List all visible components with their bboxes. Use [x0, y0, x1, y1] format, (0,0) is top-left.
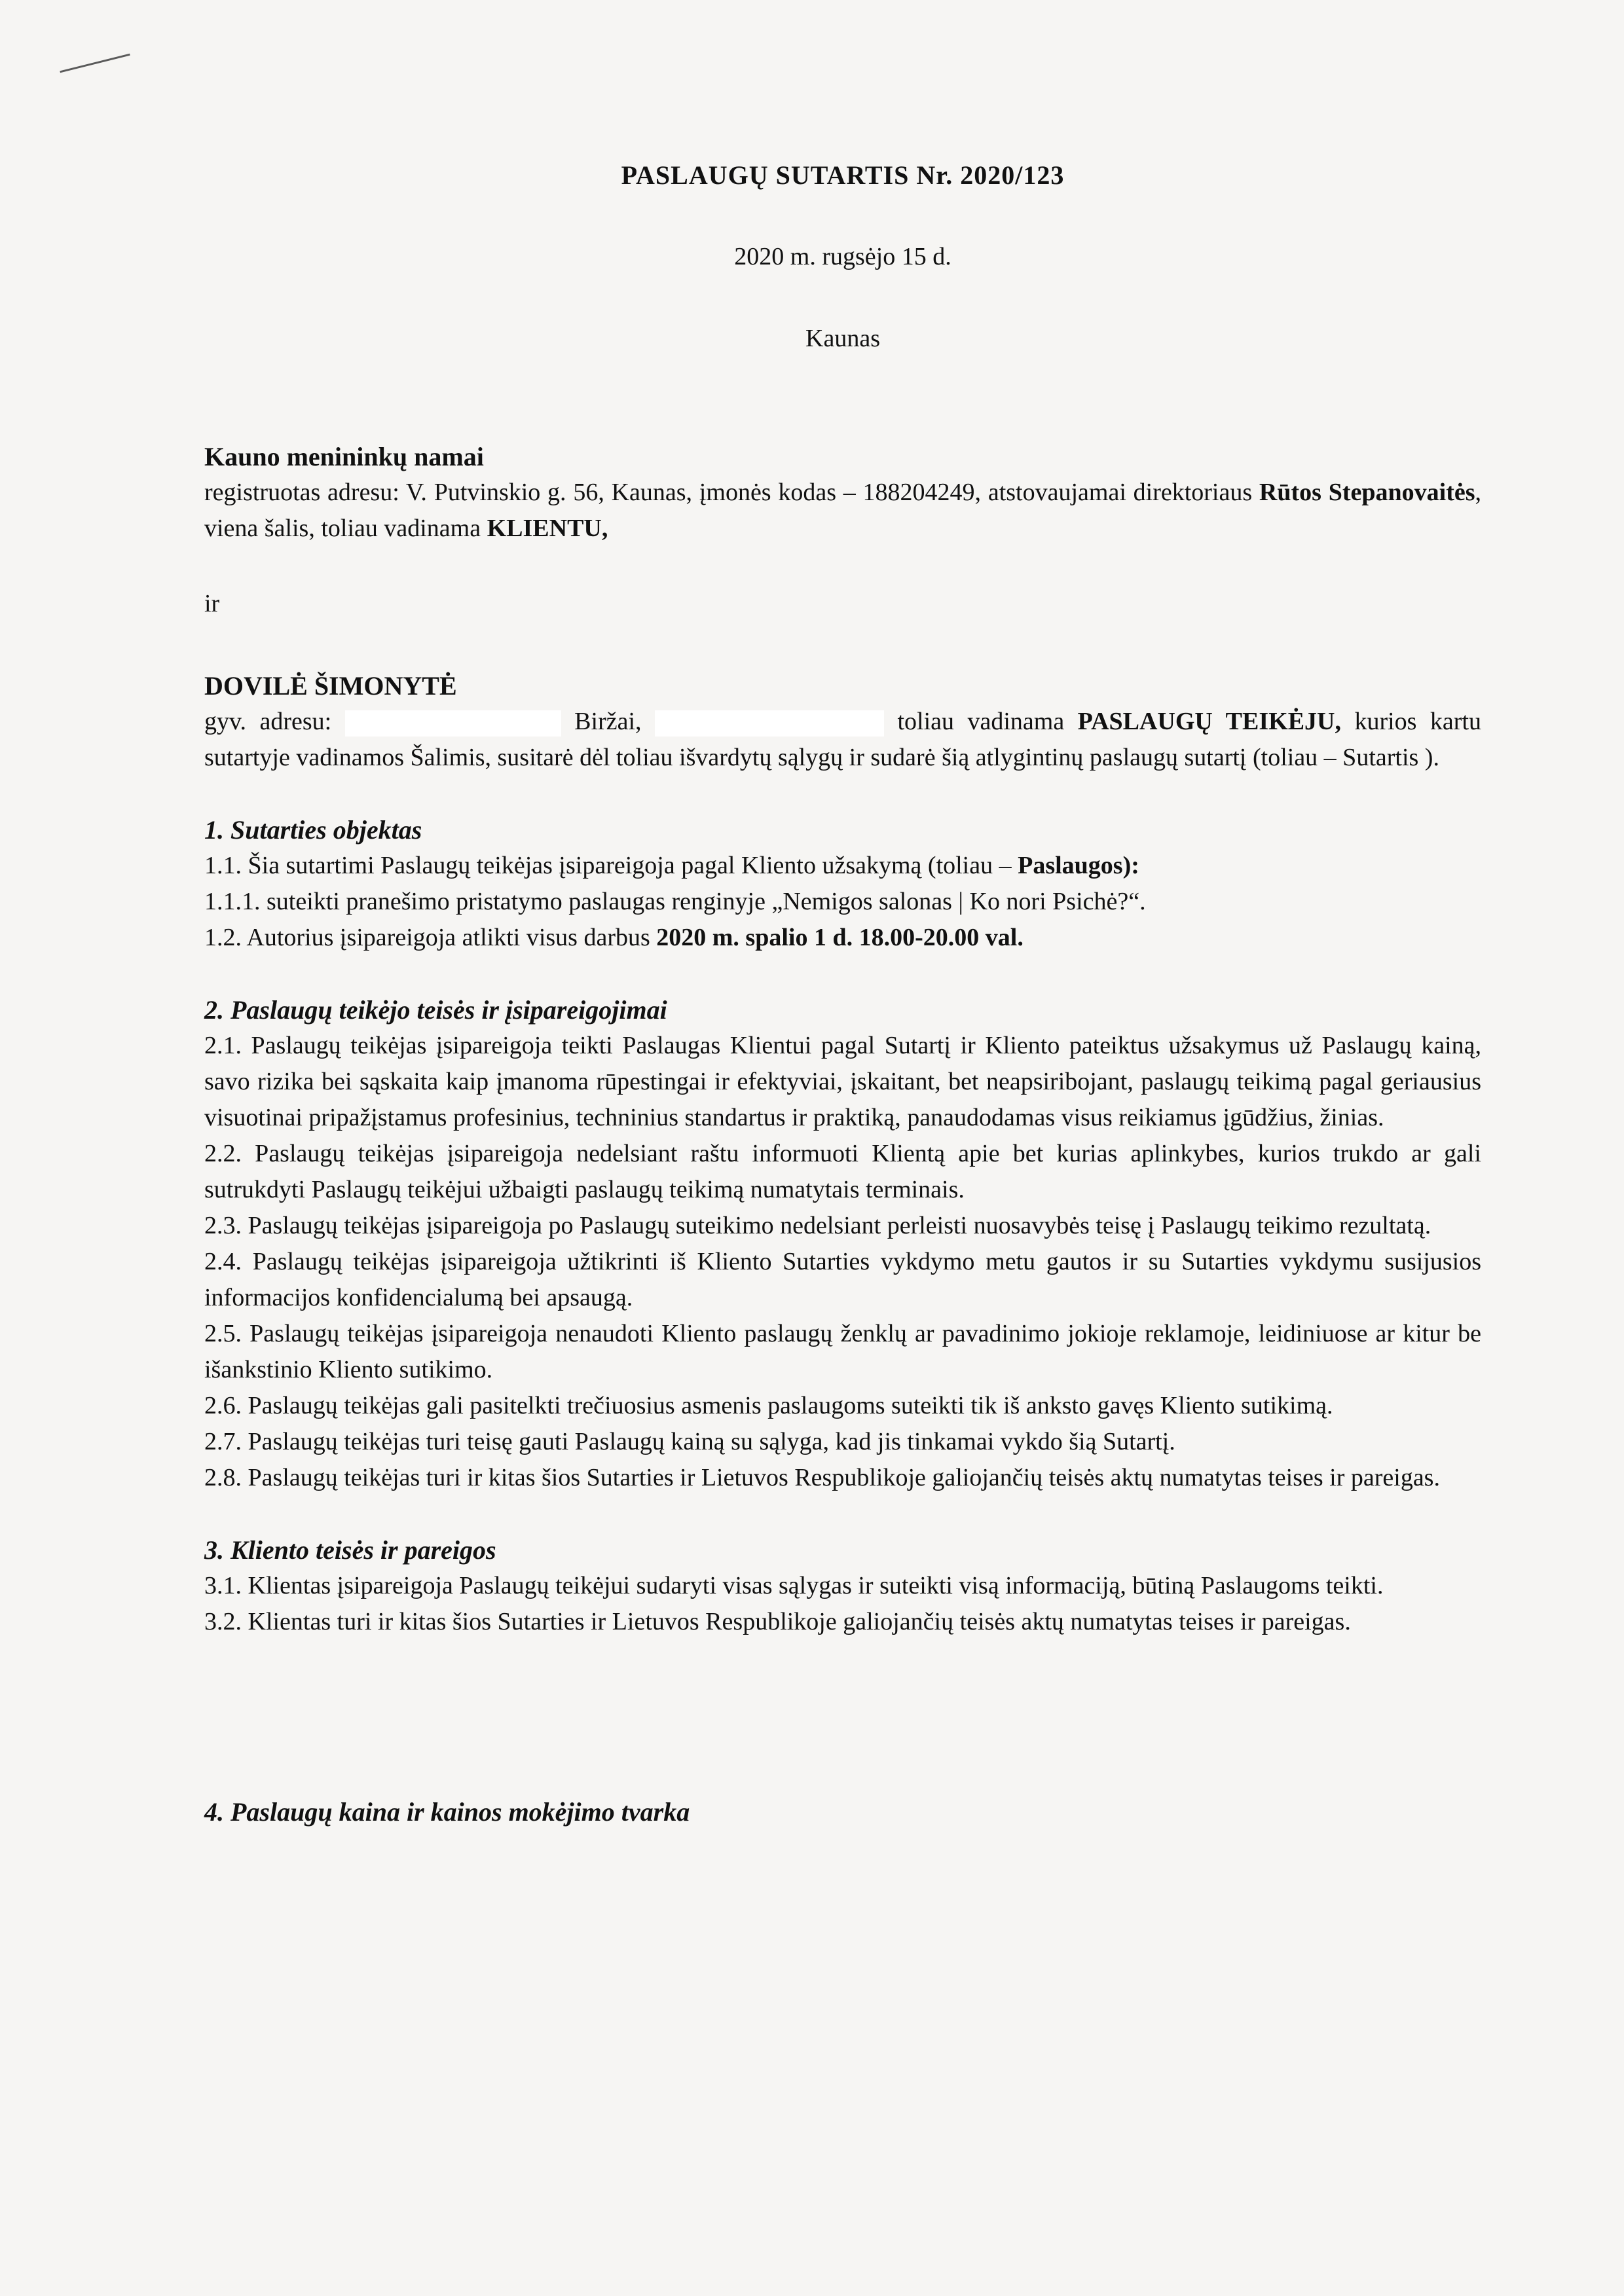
clause-1-1-1: 1.1.1. suteikti pranešimo pristatymo paslaugas renginyje „Nemigos salonas | Ko nori Psichė?“. [204, 888, 1146, 915]
party2-details [204, 704, 1481, 776]
party1-role: KLIENTU, [487, 515, 608, 542]
clause-1-1-text: 1.1. Šia sutartimi Paslaugų teikėjas įsipareigoja pagal Kliento užsakymą (toliau – [204, 852, 1018, 879]
clause-3-2: 3.2. Klientas turi ir kitas šios Sutarties ir Lietuvos Respublikoje galiojančių teisės aktų numatytas teises ir pareigas. [204, 1608, 1351, 1635]
scan-mark [60, 54, 130, 73]
contract-body [204, 144, 1481, 1830]
contract-title: PASLAUGŲ SUTARTIS Nr. 2020/123 [621, 160, 1065, 190]
clause-2-3: 2.3. Paslaugų teikėjas įsipareigoja po Paslaugų suteikimo nedelsiant perleisti nuosavybės teisę į Paslaugų teikimo rezultatą. [204, 1212, 1431, 1239]
clause-2-6: 2.6. Paslaugų teikėjas gali pasitelkti trečiuosius asmenis paslaugoms suteikti tik iš anksto gavęs Kliento sutikimą. [204, 1392, 1333, 1419]
clause-1-1 [204, 848, 1481, 884]
party2-name: DOVILĖ ŠIMONYTĖ [204, 671, 457, 701]
party1-director: Rūtos Stepanovaitės [1259, 479, 1475, 506]
clause-2-1: 2.1. Paslaugų teikėjas įsipareigoja teikti Paslaugas Klientui pagal Sutartį ir Kliento pateiktus užsakymus už Paslaugų kainą, savo rizika bei sąskaita kaip įmanoma rūpestingai ir efektyviai, įskaitant, bet neapsiribojant, paslaugų teikimą pagal geriausius visuotinai pripažįstamus profesinius, techninius standartus ir praktiką, panaudodamas visus reikiamus įgūdžius, žinias. [204, 1032, 1481, 1131]
clause-2-8: 2.8. Paslaugų teikėjas turi ir kitas šios Sutarties ir Lietuvos Respublikoje galiojančių teisės aktų numatytas teises ir pareigas. [204, 1464, 1440, 1491]
party2-role: PASLAUGŲ TEIKĖJU, [1077, 708, 1341, 735]
clause-1-2-text: 1.2. Autorius įsipareigoja atlikti visus darbus [204, 924, 657, 951]
conjunction: ir [204, 590, 220, 617]
section-3-title: 3. Kliento teisės ir pareigos [204, 1535, 496, 1565]
clause-1-2-bold: 2020 m. spalio 1 d. 18.00-20.00 val. [656, 924, 1024, 951]
clause-2-4: 2.4. Paslaugų teikėjas įsipareigoja užtikrinti iš Kliento Sutarties vykdymo metu gautos ir su Sutarties vykdymu susijusios informacijos konfidencialumą bei apsaugą. [204, 1248, 1481, 1311]
party1-details-text: registruotas adresu: V. Putvinskio g. 56, Kaunas, įmonės kodas – 188204249, atstovaujamai direktoriaus [204, 479, 1259, 506]
redaction-box [345, 710, 561, 737]
party1-details-mid: , viena šalis, toliau vadinama [204, 479, 1481, 542]
contract-date: 2020 m. rugsėjo 15 d. [734, 243, 951, 270]
contract-city: Kaunas [805, 325, 880, 352]
section-1-title: 1. Sutarties objektas [204, 815, 422, 845]
party2-address-post: toliau vadinama [897, 708, 1065, 735]
party2-address-city: Biržai, [574, 708, 642, 735]
redaction-box [655, 710, 884, 737]
section-2-title: 2. Paslaugų teikėjo teisės ir įsipareigojimai [204, 995, 667, 1025]
party1-details [204, 475, 1481, 547]
clause-1-2 [204, 920, 1481, 956]
clause-2-5: 2.5. Paslaugų teikėjas įsipareigoja nenaudoti Kliento paslaugų ženklų ar pavadinimo jokioje reklamoje, leidiniuose ar kitur be išankstinio Kliento sutikimo. [204, 1320, 1481, 1383]
party2-address-label: gyv. adresu: [204, 708, 332, 735]
section-4-title: 4. Paslaugų kaina ir kainos mokėjimo tvarka [204, 1797, 690, 1827]
clause-3-1: 3.1. Klientas įsipareigoja Paslaugų teikėjui sudaryti visas sąlygas ir suteikti visą informaciją, būtiną Paslaugoms teikti. [204, 1572, 1384, 1599]
party1-name: Kauno menininkų namai [204, 442, 484, 471]
clause-2-7: 2.7. Paslaugų teikėjas turi teisę gauti Paslaugų kainą su sąlyga, kad jis tinkamai vykdo šią Sutartį. [204, 1428, 1175, 1455]
clause-1-1-bold: Paslaugos): [1018, 852, 1139, 879]
clause-2-2: 2.2. Paslaugų teikėjas įsipareigoja nedelsiant raštu informuoti Klientą apie bet kurias aplinkybes, kurios trukdo ar gali sutrukdyti Paslaugų teikėjui užbaigti paslaugų teikimą numatytais terminais. [204, 1140, 1481, 1203]
party2-rest: kurios kartu sutartyje vadinamos Šalimis, susitarė dėl toliau išvardytų sąlygų ir sudarė šią atlygintinų paslaugų sutartį (toliau – Sutartis ). [204, 708, 1481, 771]
